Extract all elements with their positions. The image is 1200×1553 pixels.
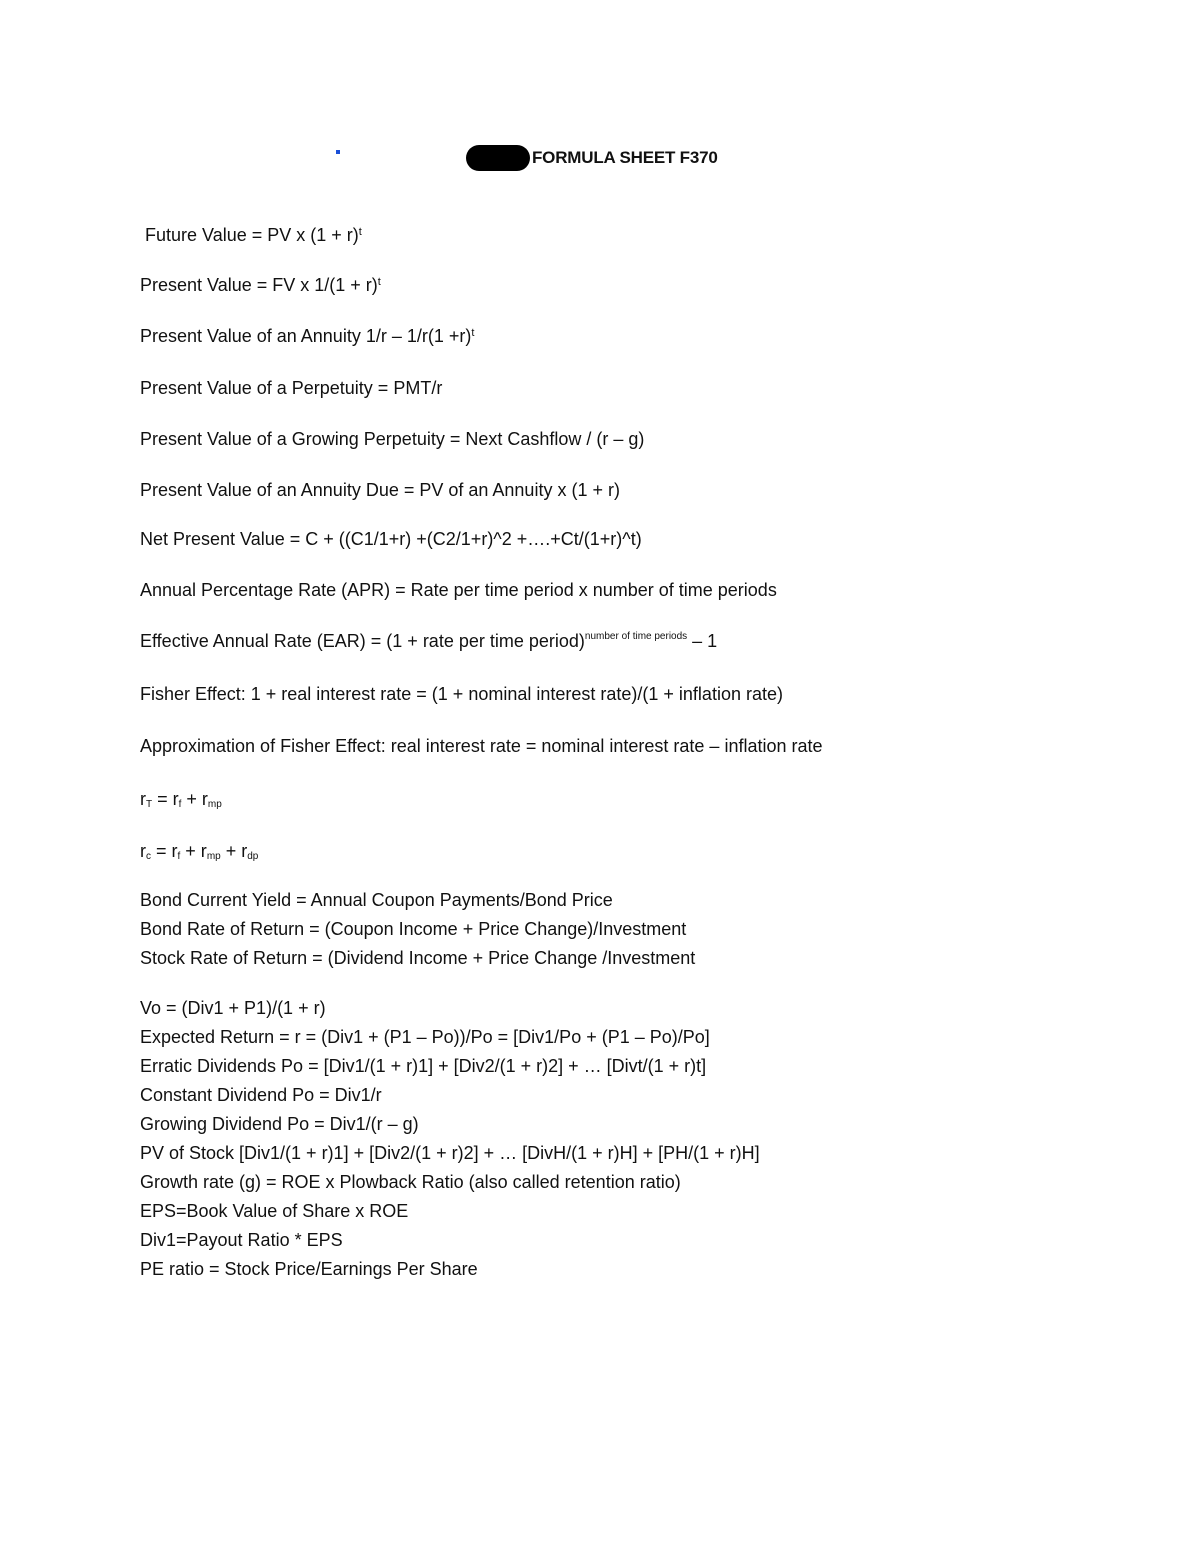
formula-bond-rate-of-return: Bond Rate of Return = (Coupon Income + Price Change)/Investment [140,919,687,939]
formula-pe-ratio: PE ratio = Stock Price/Earnings Per Share [140,1259,478,1279]
rate-subscript: mp [207,799,222,810]
formula-text-end: – 1 [687,631,718,651]
rate-subscript: dp [247,851,259,862]
formula-pv-perpetuity: Present Value of a Perpetuity = PMT/r [140,378,443,398]
formula-pv-annuity [140,325,474,347]
rate-text: + r [180,841,207,861]
formula-div1: Div1=Payout Ratio * EPS [140,1230,343,1250]
formula-text: Effective Annual Rate (EAR) = (1 + rate per time period) [140,631,585,651]
formula-npv: Net Present Value = C + ((C1/1+r) +(C2/1+r)^2 +….+Ct/(1+r)^t) [140,529,642,549]
rate-subscript: f [178,799,182,810]
formula-expected-return: Expected Return = r = (Div1 + (P1 – Po))/Po = [Div1/Po + (P1 – Po)/Po] [140,1027,710,1047]
formula-fisher-approximation: Approximation of Fisher Effect: real interest rate = nominal interest rate – inflation rate [140,736,823,756]
rate-symbol: r [140,841,146,861]
rate-text: = r [152,789,179,809]
rate-text: = r [151,841,178,861]
rate-subscript: f [177,851,181,862]
formula-exponent: number of time periods [584,631,688,642]
formula-exponent: t [471,327,475,339]
rate-subscript: mp [206,851,221,862]
formula-pv-annuity-due: Present Value of an Annuity Due = PV of an Annuity x (1 + r) [140,480,620,500]
formula-apr: Annual Percentage Rate (APR) = Rate per time period x number of time periods [140,580,777,600]
formula-text: Future Value = PV x (1 + r) [145,225,359,245]
formula-growth-rate: Growth rate (g) = ROE x Plowback Ratio (also called retention ratio) [140,1172,681,1192]
formula-pv-growing-perpetuity: Present Value of a Growing Perpetuity = Next Cashflow / (r – g) [140,429,645,449]
rate-text: + r [220,841,248,861]
formula-future-value [145,224,362,246]
formula-eps: EPS=Book Value of Share x ROE [140,1201,409,1221]
page-title: FORMULA SHEET F370 [532,148,718,167]
blue-dot-mark [336,150,340,154]
formula-present-value [140,274,381,296]
rate-subscript: T [146,799,153,810]
redaction-block [466,145,530,171]
formula-bond-current-yield: Bond Current Yield = Annual Coupon Payments/Bond Price [140,890,613,910]
formula-rate-total [140,788,222,810]
formula-constant-dividend: Constant Dividend Po = Div1/r [140,1085,382,1105]
formula-pv-of-stock: PV of Stock [Div1/(1 + r)1] + [Div2/(1 + r)2] + … [DivH/(1 + r)H] + [PH/(1 + r)H] [140,1143,760,1163]
title-row [466,143,718,173]
formula-rate-corporate [140,840,258,862]
rate-text: + r [181,789,208,809]
formula-text: Present Value of an Annuity 1/r – 1/r(1 +r) [140,326,472,346]
rate-symbol: r [140,789,146,809]
formula-ear [140,630,717,652]
formula-exponent: t [358,226,362,238]
formula-text: Present Value = FV x 1/(1 + r) [140,275,378,295]
formula-stock-rate-of-return: Stock Rate of Return = (Dividend Income + Price Change /Investment [140,948,696,968]
formula-fisher-effect: Fisher Effect: 1 + real interest rate = (1 + nominal interest rate)/(1 + inflation rate) [140,684,783,704]
formula-erratic-dividends: Erratic Dividends Po = [Div1/(1 + r)1] + [Div2/(1 + r)2] + … [Divt/(1 + r)t] [140,1056,707,1076]
formula-v0: Vo = (Div1 + P1)/(1 + r) [140,998,326,1018]
formula-exponent: t [377,276,381,288]
rate-subscript: c [146,851,151,862]
formula-growing-dividend: Growing Dividend Po = Div1/(r – g) [140,1114,419,1134]
